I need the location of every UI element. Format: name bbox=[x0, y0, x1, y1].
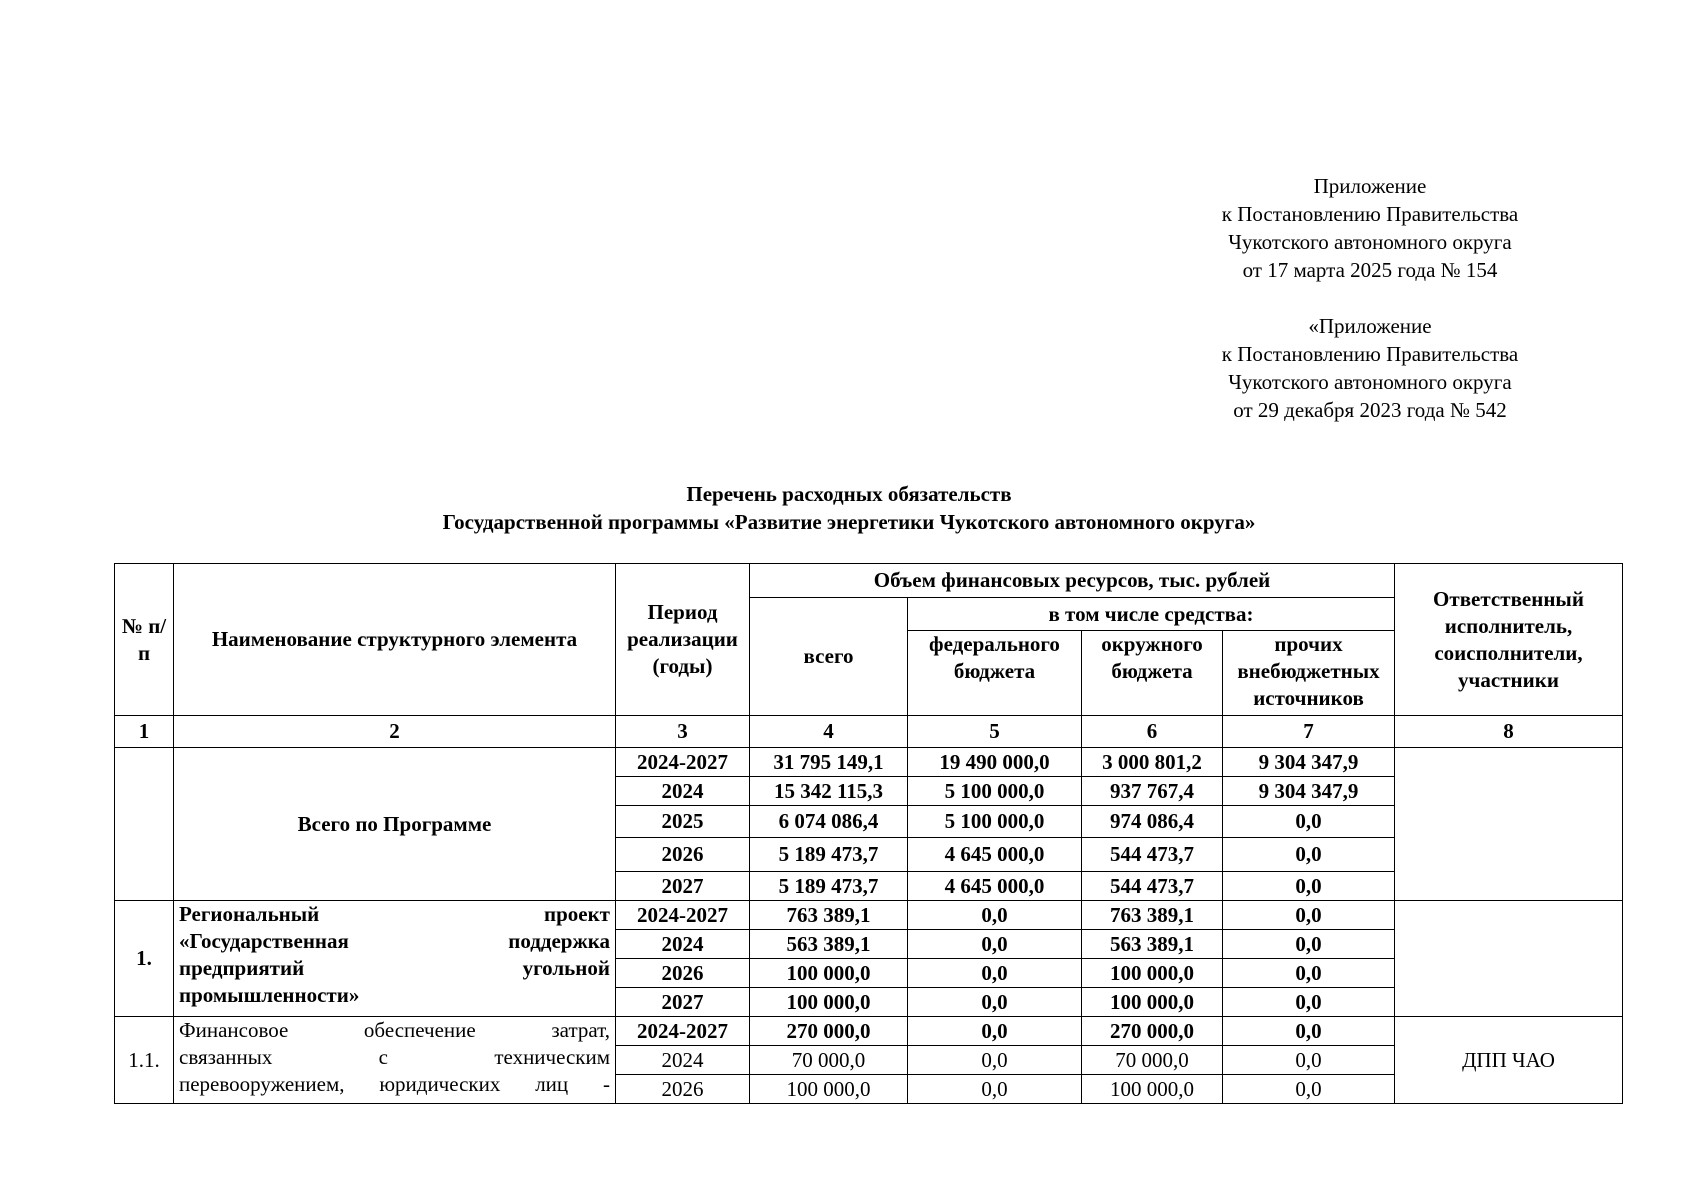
cell-total: 100 000,0 bbox=[750, 988, 908, 1017]
appendix-line: от 29 декабря 2023 года № 542 bbox=[1233, 398, 1507, 422]
name-line: «Государственная поддержка bbox=[179, 929, 610, 953]
document-title bbox=[0, 480, 1698, 536]
cell-other: 0,0 bbox=[1223, 1046, 1395, 1075]
title-line-1: Перечень расходных обязательств bbox=[686, 482, 1012, 506]
header-federal: федерального бюджета bbox=[908, 631, 1082, 716]
header-including: в том числе средства: bbox=[908, 598, 1395, 631]
header-other: прочих внебюджетных источников bbox=[1223, 631, 1395, 716]
cell-total: 100 000,0 bbox=[750, 1075, 908, 1104]
cell-period: 2024-2027 bbox=[616, 901, 750, 930]
row-num: 1. bbox=[115, 901, 174, 1017]
cell-district: 974 086,4 bbox=[1082, 806, 1223, 838]
column-numbers-row bbox=[115, 716, 1623, 748]
name-line: Региональный проект bbox=[179, 902, 610, 926]
cell-federal: 5 100 000,0 bbox=[908, 777, 1082, 806]
cell-district: 763 389,1 bbox=[1082, 901, 1223, 930]
cell-district: 937 767,4 bbox=[1082, 777, 1223, 806]
cell-total: 563 389,1 bbox=[750, 930, 908, 959]
col-number: 7 bbox=[1223, 716, 1395, 748]
cell-period: 2024-2027 bbox=[616, 1017, 750, 1046]
appendix-line: Чукотского автономного округа bbox=[1228, 230, 1512, 254]
cell-other: 9 304 347,9 bbox=[1223, 748, 1395, 777]
row-responsible bbox=[1395, 901, 1623, 1017]
cell-district: 100 000,0 bbox=[1082, 1075, 1223, 1104]
col-number: 1 bbox=[115, 716, 174, 748]
col-number: 8 bbox=[1395, 716, 1623, 748]
cell-total: 100 000,0 bbox=[750, 959, 908, 988]
cell-federal: 0,0 bbox=[908, 1046, 1082, 1075]
cell-federal: 4 645 000,0 bbox=[908, 872, 1082, 901]
name-line: предприятий угольной bbox=[179, 956, 610, 980]
row-num: 1.1. bbox=[115, 1017, 174, 1104]
cell-other: 0,0 bbox=[1223, 988, 1395, 1017]
cell-other: 0,0 bbox=[1223, 806, 1395, 838]
name-line: промышленности» bbox=[179, 983, 360, 1007]
cell-district: 3 000 801,2 bbox=[1082, 748, 1223, 777]
appendix-header-current bbox=[1170, 172, 1570, 284]
appendix-line: Приложение bbox=[1313, 174, 1427, 198]
header-name: Наименование структурного элемента bbox=[174, 564, 616, 716]
col-number: 4 bbox=[750, 716, 908, 748]
col-number: 6 bbox=[1082, 716, 1223, 748]
cell-district: 544 473,7 bbox=[1082, 838, 1223, 872]
row-num bbox=[115, 748, 174, 901]
appendix-line: от 17 марта 2025 года № 154 bbox=[1242, 258, 1498, 282]
col-number: 3 bbox=[616, 716, 750, 748]
cell-other: 0,0 bbox=[1223, 838, 1395, 872]
cell-total: 5 189 473,7 bbox=[750, 872, 908, 901]
cell-other: 0,0 bbox=[1223, 1075, 1395, 1104]
appendix-line: «Приложение bbox=[1308, 314, 1432, 338]
cell-district: 100 000,0 bbox=[1082, 959, 1223, 988]
appendix-header-original bbox=[1170, 312, 1570, 424]
cell-federal: 19 490 000,0 bbox=[908, 748, 1082, 777]
cell-period: 2027 bbox=[616, 988, 750, 1017]
name-line: связанных с техническим bbox=[179, 1045, 610, 1069]
table-row bbox=[115, 901, 1623, 930]
col-number: 2 bbox=[174, 716, 616, 748]
cell-other: 0,0 bbox=[1223, 959, 1395, 988]
cell-other: 0,0 bbox=[1223, 901, 1395, 930]
obligations-table bbox=[114, 563, 1623, 1104]
header-responsible: Ответственный исполнитель, соисполнители, участники bbox=[1395, 564, 1623, 716]
table-row bbox=[115, 748, 1623, 777]
title-line-2: Государственной программы «Развитие энергетики Чукотского автономного округа» bbox=[442, 510, 1256, 534]
cell-total: 6 074 086,4 bbox=[750, 806, 908, 838]
cell-total: 5 189 473,7 bbox=[750, 838, 908, 872]
row-responsible bbox=[1395, 748, 1623, 901]
cell-other: 0,0 bbox=[1223, 930, 1395, 959]
cell-period: 2027 bbox=[616, 872, 750, 901]
table-row bbox=[115, 1017, 1623, 1046]
name-line: Финансовое обеспечение затрат, bbox=[179, 1018, 610, 1042]
cell-federal: 0,0 bbox=[908, 959, 1082, 988]
cell-district: 563 389,1 bbox=[1082, 930, 1223, 959]
cell-period: 2025 bbox=[616, 806, 750, 838]
cell-federal: 0,0 bbox=[908, 1017, 1082, 1046]
header-volume: Объем финансовых ресурсов, тыс. рублей bbox=[750, 564, 1395, 598]
appendix-line: Чукотского автономного округа bbox=[1228, 370, 1512, 394]
name-line: перевооружением, юридических лиц - bbox=[179, 1072, 610, 1096]
cell-federal: 4 645 000,0 bbox=[908, 838, 1082, 872]
cell-federal: 5 100 000,0 bbox=[908, 806, 1082, 838]
cell-federal: 0,0 bbox=[908, 901, 1082, 930]
col-number: 5 bbox=[908, 716, 1082, 748]
header-period: Период реализации (годы) bbox=[616, 564, 750, 716]
cell-period: 2024 bbox=[616, 1046, 750, 1075]
cell-total: 763 389,1 bbox=[750, 901, 908, 930]
cell-federal: 0,0 bbox=[908, 988, 1082, 1017]
cell-total: 270 000,0 bbox=[750, 1017, 908, 1046]
cell-period: 2024-2027 bbox=[616, 748, 750, 777]
cell-district: 100 000,0 bbox=[1082, 988, 1223, 1017]
header-total: всего bbox=[750, 598, 908, 716]
header-num: № п/п bbox=[115, 564, 174, 716]
cell-district: 270 000,0 bbox=[1082, 1017, 1223, 1046]
cell-federal: 0,0 bbox=[908, 930, 1082, 959]
cell-period: 2024 bbox=[616, 930, 750, 959]
cell-district: 70 000,0 bbox=[1082, 1046, 1223, 1075]
header-district: окружного бюджета bbox=[1082, 631, 1223, 716]
cell-other: 0,0 bbox=[1223, 872, 1395, 901]
cell-district: 544 473,7 bbox=[1082, 872, 1223, 901]
cell-period: 2026 bbox=[616, 959, 750, 988]
cell-period: 2026 bbox=[616, 838, 750, 872]
row-name bbox=[174, 1017, 616, 1104]
cell-total: 15 342 115,3 bbox=[750, 777, 908, 806]
row-name: Всего по Программе bbox=[174, 748, 616, 901]
cell-other: 0,0 bbox=[1223, 1017, 1395, 1046]
cell-period: 2026 bbox=[616, 1075, 750, 1104]
cell-other: 9 304 347,9 bbox=[1223, 777, 1395, 806]
cell-period: 2024 bbox=[616, 777, 750, 806]
cell-total: 31 795 149,1 bbox=[750, 748, 908, 777]
appendix-line: к Постановлению Правительства bbox=[1221, 342, 1519, 366]
cell-federal: 0,0 bbox=[908, 1075, 1082, 1104]
appendix-line: к Постановлению Правительства bbox=[1221, 202, 1519, 226]
row-responsible: ДПП ЧАО bbox=[1395, 1017, 1623, 1104]
row-name bbox=[174, 901, 616, 1017]
cell-total: 70 000,0 bbox=[750, 1046, 908, 1075]
